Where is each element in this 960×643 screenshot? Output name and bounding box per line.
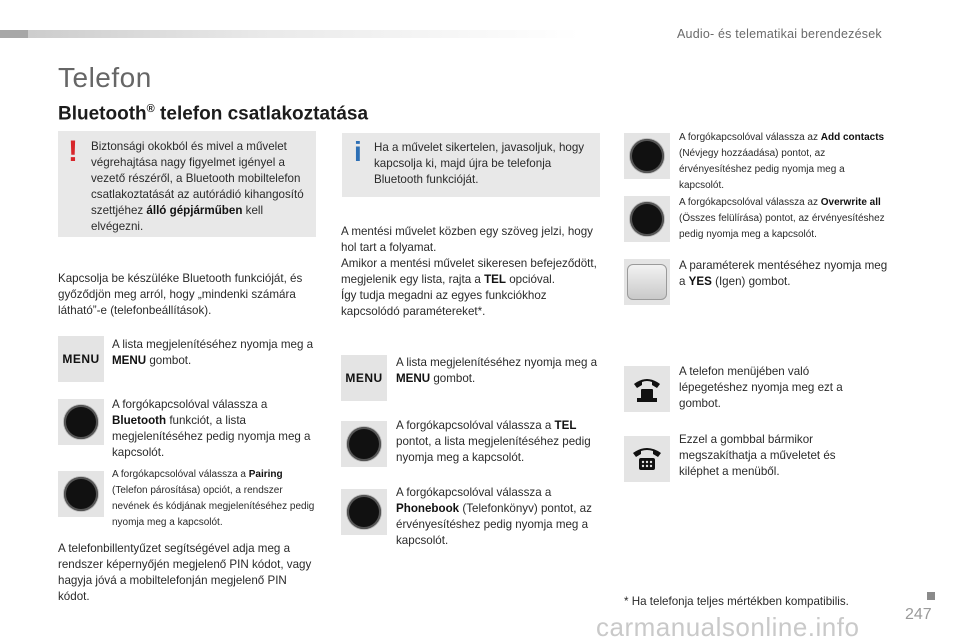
col3-step2: A forgókapcsolóval válassza az Overwrite all (Összes felülírása) pontot, az érvényesítéshez pedig nyomja meg a kapcsolót. [679, 197, 885, 240]
section-title: Bluetooth® telefon csatlakoztatása [58, 103, 369, 125]
info-icon: i [354, 136, 362, 167]
col1-step2: A forgókapcsolóval válassza a Bluetooth funkciót, a lista megjelenítéséhez pedig nyomja meg a kapcsolót. [112, 398, 311, 459]
col1-step3: A forgókapcsolóval válassza a Pairing (Telefon párosítása) opciót, a rendszer nevének és kódjának megjelenítéséhez pedig nyomja meg a kapcsolót. [112, 469, 315, 528]
col2-step1: A lista megjelenítéséhez nyomja meg a MENU gombot. [396, 356, 598, 385]
rotary-knob-icon [624, 133, 670, 179]
rotary-knob-icon [58, 471, 104, 517]
menu-button-label: MENU [62, 352, 100, 366]
rotary-knob-icon [341, 489, 387, 535]
col3-step4: A telefon menüjében való lépegetéshez nyomja meg ezt a gombot. [679, 365, 843, 410]
page-marker [927, 592, 935, 600]
col1-outro: A telefonbillentyűzet segítségével adja meg a rendszer képernyőjén megjelenő PIN kódot, vagy hagyja jóvá a mobiltelefonján megjelenő PIN kódot. [58, 542, 312, 603]
warning-icon: ! [68, 135, 78, 168]
rotary-knob-icon [624, 196, 670, 242]
watermark: carmanualsonline.info [596, 612, 860, 642]
chapter-title: Audio- és telematikai berendezések [677, 27, 882, 41]
menu-button-icon [58, 336, 104, 382]
footnote: * Ha telefonja teljes mértékben kompatibilis. [624, 595, 849, 608]
page-title: Telefon [58, 62, 152, 93]
col2-step3: A forgókapcsolóval válassza a Phonebook (Telefonkönyv) pontot, az érvényesítéshez pedig nyomja meg a kapcsolót. [396, 486, 592, 547]
col3-step1: A forgókapcsolóval válassza az Add contacts (Névjegy hozzáadása) pontot, az érvényesítéshez pedig nyomja meg a kapcsolót. [679, 132, 885, 191]
menu-button-icon [341, 355, 387, 401]
phone-icon [624, 366, 670, 412]
col2-step2: A forgókapcsolóval válassza a TEL pontot, a lista megjelenítéséhez pedig nyomja meg a kapcsolót. [396, 419, 591, 464]
warning-text: Biztonsági okokból és mivel a művelet végrehajtása nagy figyelmet igényel a vezető részéről, a Bluetooth mobiltelefon csatlakoztatását az autórádió kihangosító szettjéhez álló gépjárműben kell elvégezni. [91, 140, 304, 233]
rotary-knob-icon [58, 399, 104, 445]
warning-box [58, 131, 316, 237]
rotary-knob-icon [341, 421, 387, 467]
col3-step3: A paraméterek mentéséhez nyomja meg a YES (Igen) gombot. [679, 259, 888, 288]
hang-up-icon [624, 436, 670, 482]
header-decor-bar [0, 30, 580, 38]
info-box [342, 133, 600, 197]
info-text: Ha a művelet sikertelen, javasoljuk, hogy kapcsolja ki, majd újra be telefonja Bluetooth funkcióját. [374, 141, 585, 186]
page-number: 247 [905, 606, 932, 623]
ok-button-icon [624, 259, 670, 305]
col3-step5: Ezzel a gombbal bármikor megszakíthatja a műveletet és kiléphet a menüből. [679, 433, 836, 478]
menu-button-label: MENU [345, 371, 383, 385]
col1-intro: Kapcsolja be készüléke Bluetooth funkcióját, és győződjön meg arról, hogy „mindenki számára látható”-e (telefonbeállítások). [58, 272, 303, 317]
col2-intro: A mentési művelet közben egy szöveg jelzi, hogy hol tart a folyamat. Amikor a mentési művelet sikeresen befejeződött, megjelenik egy lista, rajta a TEL opcióval. Így tudja megadni az egyes funkciókhoz kapcsolódó paramétereket*. [341, 225, 597, 318]
col1-step1: A lista megjelenítéséhez nyomja meg a MENU gombot. [112, 338, 314, 367]
